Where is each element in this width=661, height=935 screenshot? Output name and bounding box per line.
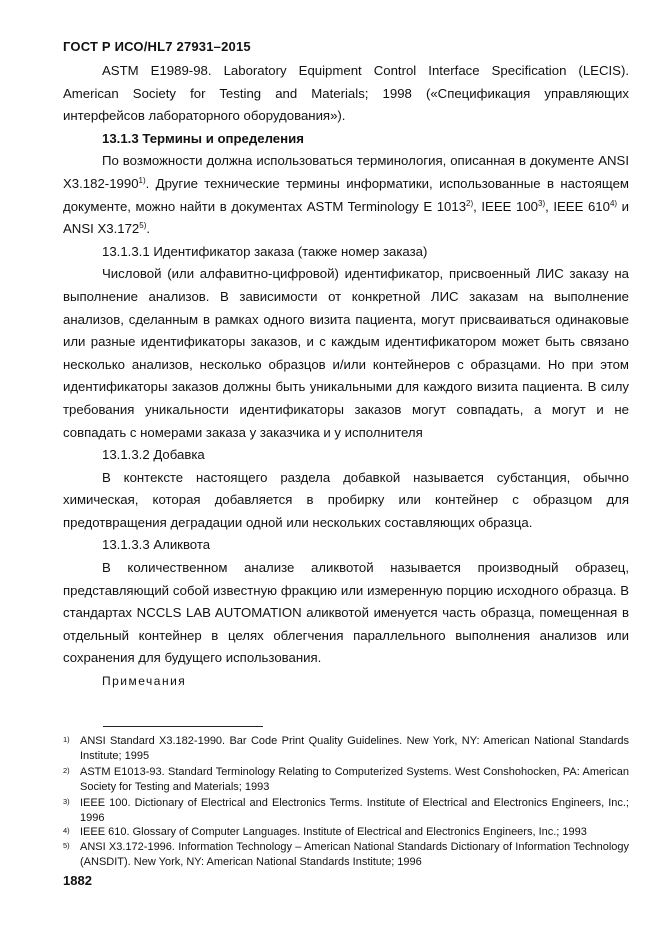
footnote (63, 765, 629, 795)
text-run: . Другие технические термины информатики, использованные в настоящем документе, можно найти в документах ASTM Terminology E 1013 (63, 175, 629, 214)
footnote (63, 825, 629, 840)
text-run: . (146, 221, 151, 237)
text-run: , IEEE 100 (473, 198, 538, 214)
document-body (63, 60, 629, 693)
notes-label: Примечания (102, 674, 187, 689)
footnote-ref: 2) (466, 198, 474, 208)
footnote-mark: 5) (63, 841, 70, 850)
footnote-text: IEEE 610. Glossary of Computer Languages. Institute of Electrical and Electronics Engineers, Inc.; 1993 (80, 826, 587, 838)
paragraph-aliquot: В количественном анализе аликвотой называется производный образец, представляющий собой известную фракцию или измеренную порцию исходного образца. В стандартах NCCLS LAB AUTOMATION аликвотой именуется часть образца, помещенная в отдельный контейнер в целях облегчения параллельного выполнения анализов или сохранения для будущего использования. (63, 560, 629, 666)
footnote-mark: 1) (63, 735, 70, 744)
text-run: По возможности должна использоваться терминология, описанная в документе ANSI X3.182-1990 (63, 153, 629, 191)
paragraph-lecis: ASTM E1989-98. Laboratory Equipment Control Interface Specification (LECIS). American Society for Testing and Materials; 1998 («Спецификация управляющих интерфейсов лабораторного оборудования»). (63, 63, 629, 124)
footnote-mark: 3) (63, 797, 70, 806)
subheading-aliquot: 13.1.3.3 Аликвота (102, 537, 211, 553)
footnote-ref: 4) (609, 198, 618, 208)
footnote-mark: 2) (63, 766, 70, 775)
footnote-text: IEEE 100. Dictionary of Electrical and Electronics Terms. Institute of Electrical and Electronics Engineers, Inc.; 1996 (80, 797, 629, 824)
footnote-ref: 1) (138, 175, 146, 185)
text-run: и ANSI X3.172 (63, 198, 630, 237)
footnote-mark: 4) (63, 826, 70, 835)
subheading-additive: 13.1.3.2 Добавка (102, 447, 205, 463)
paragraph-additive: В контексте настоящего раздела добавкой называется субстанция, обычно химическая, которая добавляется в пробирку или контейнер с образцом для предотвращения деградации одной или нескольких составляющих образца. (63, 469, 629, 530)
document-header: ГОСТ Р ИСО/HL7 27931–2015 (63, 39, 251, 54)
subheading-order-id: 13.1.3.1 Идентификатор заказа (также номер заказа) (102, 243, 428, 259)
footnote-text: ASTM E1013-93. Standard Terminology Relating to Computerized Systems. West Conshohocken, PA: American Society for Testing and Materials; 1993 (80, 766, 629, 793)
footnote-divider (103, 726, 263, 727)
footnote (63, 840, 629, 870)
footnote-ref: 3) (538, 198, 546, 208)
footnote-text: ANSI X3.172-1996. Information Technology – American National Standards Dictionary of Information Technology (ANSDIT). New York, NY: American National Standards Institute; 1996 (80, 841, 629, 868)
footnote (63, 796, 629, 826)
footnote-ref: 5) (139, 221, 147, 231)
paragraph-terminology (63, 150, 629, 240)
page-number: 1882 (63, 873, 92, 888)
text-run: , IEEE 610 (545, 198, 610, 214)
section-heading-terms: 13.1.3 Термины и определения (102, 130, 304, 146)
paragraph-order-id: Числовой (или алфавитно-цифровой) идентификатор, присвоенный ЛИС заказу на выполнение анализов. В зависимости от конкретной ЛИС заказам на выполнение анализов, сделанным в рамках одного визита пациента, могут присваиваться одинаковые или разные идентификаторы заказов, и с каждым идентификатором может быть связано несколько анализов, несколько образцов и/или контейнеров с образцами. Но при этом идентификаторы заказов должны быть уникальными для каждого визита пациента. В силу требования уникальности идентификаторы заказов могут совпадать, а могут и не совпадать с номерами заказа у заказчика и у исполнителя (63, 266, 629, 440)
footnote-text: ANSI Standard X3.182-1990. Bar Code Print Quality Guidelines. New York, NY: American National Standards Institute; 1995 (80, 735, 629, 762)
footnote (63, 734, 629, 764)
